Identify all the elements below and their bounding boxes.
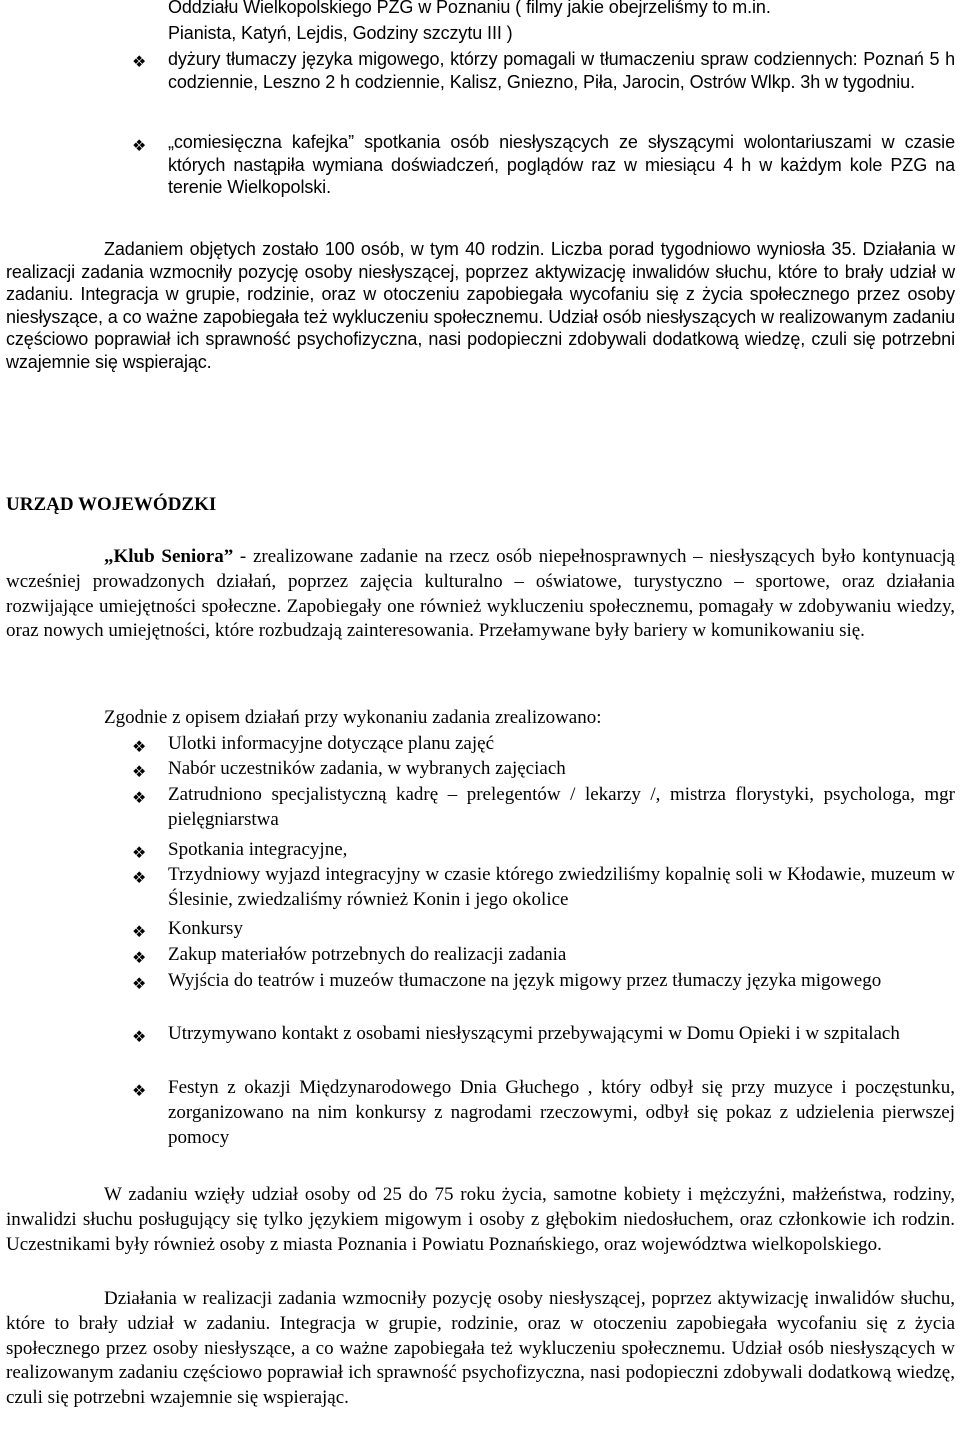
bullet-diamond-icon: ❖ [132,974,147,993]
list-item: Wyjścia do teatrów i muzeów tłumaczone na język migowy przez tłumaczy języka migowego [168,970,882,991]
bullet-diamond-icon: ❖ [132,948,147,967]
list-item: Utrzymywano kontakt z osobami niesłyszącymi przebywającymi w Domu Opieki i w szpitalach [168,1023,900,1044]
bullet-diamond-icon: ❖ [132,922,147,941]
list-item: Nabór uczestników zadania, w wybranych zajęciach [168,758,566,779]
list-item: Ulotki informacyjne dotyczące planu zajęć [168,733,495,754]
list-item: Festyn z okazji Międzynarodowego Dnia Głuchego , który odbył się przy muzyce i poczęstunku, zorganizowano na nim konkursy z nagrodami rzeczowymi, odbył się pokaz z udzielenia pierwszej pomocy [168,1077,955,1148]
bullet-diamond-icon: ❖ [132,1027,147,1046]
bullet-diamond-icon: ❖ [132,868,147,887]
continuation-line: Oddziału Wielkopolskiego PZG w Poznaniu ( filmy jakie obejrzeliśmy to m.in. [168,0,771,17]
bullet-diamond-icon: ❖ [132,1081,147,1100]
summary-paragraph: Zadaniem objętych zostało 100 osób, w tym 40 rodzin. Liczba porad tygodniowo wyniosła 35. Działania w realizacji zadania wzmocniły pozycję osoby niesłyszącej, poprzez aktywizację inwalidów słuchu, które to brały udział w zadaniu. Integracja w grupie, rodzinie, oraz w otoczeniu zapobiegała wycofaniu się z życia społecznego przez osoby niesłyszące, a co ważne zapobiegała też wykluczeniu społecznemu. Udział osób niesłyszących w realizowanym zadaniu częściowo poprawiał ich sprawność psychofizyczna, nasi podopieczni zdobywali dodatkową wiedzę, czuli się potrzebni wzajemnie się wspierając. [6,239,955,372]
bullet-diamond-icon: ❖ [132,762,147,781]
bullet-text: „comiesięczna kafejka” spotkania osób niesłyszących ze słyszącymi wolontariuszami w czasie których nastąpiła wymiana doświadczeń, poglądów raz w miesiącu 4 h w każdym kole PZG na terenie Wielkopolski. [168,132,955,197]
bullet-diamond-icon: ❖ [132,788,147,807]
klub-seniora-paragraph [6,545,955,644]
participants-paragraph: W zadaniu wzięły udział osoby od 25 do 75 roku życia, samotne kobiety i mężczyźni, małżeństwa, rodziny, inwalidzi słuchu posługujący się tylko językiem migowym i osoby z głębokim niedosłuchem, oraz członkowie ich rodzin. Uczestnikami były również osoby z miasta Poznania i Powiatu Poznańskiego, oraz województwa wielkopolskiego. [6,1184,955,1255]
bullet-diamond-icon: ❖ [132,843,147,862]
klub-seniora-text: - zrealizowane zadanie na rzecz osób niepełnosprawnych – niesłyszących było kontynuacją wcześniej prowadzonych działań, poprzez zajęcia kulturalno – oświatowe, turystyczno – sportowe, oraz działania rozwijające umiejętności społeczne. Zapobiegały one również wykluczeniu społecznemu, pomagały w zdobywaniu wiedzy, oraz nowych umiejętności, które rozbudzają zainteresowania. Przełamywane były bariery w komunikowaniu się. [6,546,955,642]
bullet-diamond-icon: ❖ [132,737,147,756]
continuation-line: Pianista, Katyń, Lejdis, Godziny szczytu III ) [168,23,513,43]
bullet-diamond-icon: ❖ [132,136,147,155]
list-item: Zatrudniono specjalistyczną kadrę – prelegentów / lekarzy /, mistrza florystyki, psychologa, mgr pielęgniarstwa [168,784,955,830]
bullet-text: dyżury tłumaczy języka migowego, którzy pomagali w tłumaczeniu spraw codziennych: Poznań 5 h codziennie, Leszno 2 h codziennie, Kalisz, Gniezno, Piła, Jarocin, Ostrów Wlkp. 3h w tygodniu. [168,49,955,92]
list-item: Zakup materiałów potrzebnych do realizacji zadania [168,944,567,965]
list-item: Spotkania integracyjne, [168,839,348,860]
section-heading: URZĄD WOJEWÓDZKI [6,494,217,515]
list-item: Konkursy [168,918,243,939]
list-item: Trzydniowy wyjazd integracyjny w czasie którego zwiedziliśmy kopalnię soli w Kłodawie, muzeum w Ślesinie, zwiedzaliśmy również Konin i jego okolice [168,864,955,910]
bullet-diamond-icon: ❖ [132,52,147,71]
klub-seniora-title: „Klub Seniora” [104,546,234,567]
list-intro: Zgodnie z opisem działań przy wykonaniu zadania zrealizowano: [104,707,602,728]
closing-paragraph: Działania w realizacji zadania wzmocniły pozycję osoby niesłyszącej, poprzez aktywizację inwalidów słuchu, które to brały udział w zadaniu. Integracja w grupie, rodzinie, oraz w otoczeniu zapobiegała wycofaniu się z życia społecznego przez osoby niesłyszące, a co ważne zapobiegała też wykluczeniu społecznemu. Udział osób niesłyszących w realizowanym zadaniu częściowo poprawiał ich sprawność psychofizyczna, nasi podopieczni zdobywali dodatkową wiedzę, czuli się potrzebni wzajemnie się wspierając. [6,1288,955,1409]
